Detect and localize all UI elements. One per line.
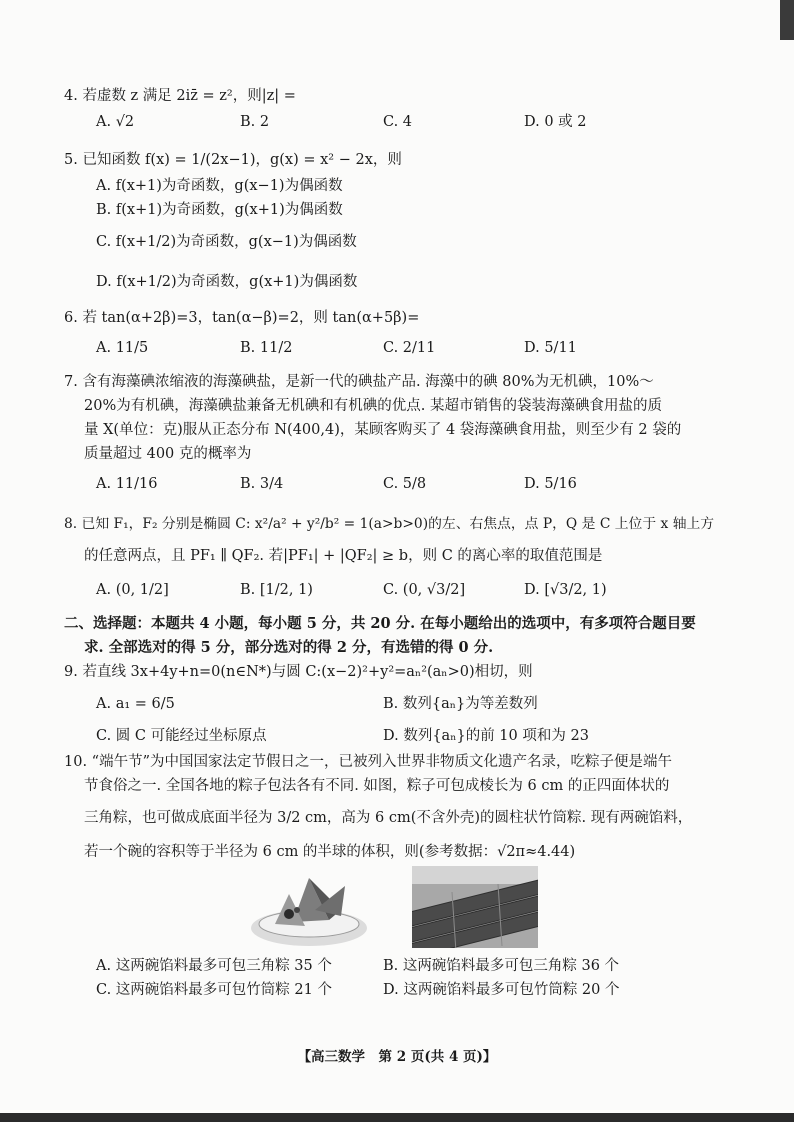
q9-option-c: C. 圆 C 可能经过坐标原点	[96, 728, 267, 744]
q10-line-1: 10. “端午节”为中国国家法定节假日之一，已被列入世界非物质文化遗产名录，吃粽子便是端午	[64, 754, 672, 770]
q4-option-d: D. 0 或 2	[524, 114, 587, 130]
scan-bottom-edge	[0, 1113, 794, 1122]
q8-line-2: 的任意两点，且 PF₁ ∥ QF₂. 若|PF₁| + |QF₂| ≥ b，则 C 的离心率的取值范围是	[84, 548, 603, 564]
q7-line-1: 7. 含有海藻碘浓缩液的海藻碘盐，是新一代的碘盐产品. 海藻中的碘 80%为无机碘，10%～	[64, 374, 654, 390]
zongzi-illustration	[245, 870, 373, 950]
q7-option-a: A. 11/16	[96, 476, 158, 492]
q6-option-b: B. 11/2	[240, 340, 293, 356]
q10-option-d: D. 这两碗馅料最多可包竹筒粽 20 个	[383, 982, 620, 998]
bamboo-tube-illustration	[412, 866, 538, 948]
q10-line-2: 节食俗之一. 全国各地的粽子包法各有不同. 如图，粽子可包成棱长为 6 cm 的正四面体状的	[84, 778, 670, 794]
q6-option-a: A. 11/5	[96, 340, 149, 356]
q7-line-4: 质量超过 400 克的概率为	[84, 446, 252, 462]
q7-line-2: 20%为有机碘，海藻碘盐兼备无机碘和有机碘的优点. 某超市销售的袋装海藻碘食用盐的质	[84, 398, 662, 414]
q9-option-d: D. 数列{aₙ}的前 10 项和为 23	[383, 728, 589, 744]
bamboo-tube-zongzi-photo	[412, 866, 538, 948]
q7-option-c: C. 5/8	[383, 476, 427, 492]
q4-stem: 4. 若虚数 z 满足 2iz̄ = z²，则|z| =	[64, 88, 296, 104]
scan-edge-mark	[780, 0, 794, 40]
q6-stem: 6. 若 tan(α+2β)=3，tan(α−β)=2，则 tan(α+5β)=	[64, 310, 420, 326]
q7-option-d: D. 5/16	[524, 476, 577, 492]
q9-option-a: A. a₁ = 6/5	[96, 696, 175, 712]
q7-line-3: 量 X(单位：克)服从正态分布 N(400,4)，某顾客购买了 4 袋海藻碘食用盐，则至少有 2 袋的	[84, 422, 682, 438]
q10-option-c: C. 这两碗馅料最多可包竹筒粽 21 个	[96, 982, 332, 998]
q5-option-b: B. f(x+1)为奇函数，g(x+1)为偶函数	[96, 202, 343, 218]
q8-option-c: C. (0, √3/2]	[383, 582, 466, 598]
section-2-heading-line-1: 二、选择题：本题共 4 小题，每小题 5 分，共 20 分. 在每小题给出的选项中，有多项符合题目要	[64, 615, 696, 632]
q9-stem: 9. 若直线 3x+4y+n=0(n∈N*)与圆 C:(x−2)²+y²=aₙ²(aₙ>0)相切，则	[64, 664, 533, 680]
q8-option-d: D. [√3/2, 1)	[524, 582, 607, 598]
q8-line-1: 8. 已知 F₁，F₂ 分别是椭圆 C: x²/a² + y²/b² = 1(a>b>0)的左、右焦点，点 P，Q 是 C 上位于 x 轴上方	[64, 516, 715, 532]
page-footer: 【高三数学 第 2 页(共 4 页)】	[297, 1049, 497, 1065]
q4-option-b: B. 2	[240, 114, 270, 130]
q7-option-b: B. 3/4	[240, 476, 284, 492]
q6-option-d: D. 5/11	[524, 340, 577, 356]
triangular-zongzi-photo	[245, 870, 373, 950]
q5-option-d: D. f(x+1/2)为奇函数，g(x+1)为偶函数	[96, 274, 358, 290]
section-2-heading-line-2: 求. 全部选对的得 5 分，部分选对的得 2 分，有选错的得 0 分.	[84, 639, 494, 656]
q4-option-a: A. √2	[96, 114, 135, 130]
q10-option-a: A. 这两碗馅料最多可包三角粽 35 个	[96, 958, 332, 974]
q5-option-c: C. f(x+1/2)为奇函数，g(x−1)为偶函数	[96, 234, 357, 250]
q4-option-c: C. 4	[383, 114, 413, 130]
q10-option-b: B. 这两碗馅料最多可包三角粽 36 个	[383, 958, 620, 974]
q8-option-b: B. [1/2, 1)	[240, 582, 313, 598]
q10-line-4: 若一个碗的容积等于半径为 6 cm 的半球的体积，则(参考数据：√2π≈4.44)	[84, 844, 576, 860]
q8-option-a: A. (0, 1/2]	[96, 582, 169, 598]
q6-option-c: C. 2/11	[383, 340, 436, 356]
q5-option-a: A. f(x+1)为奇函数，g(x−1)为偶函数	[96, 178, 343, 194]
q9-option-b: B. 数列{aₙ}为等差数列	[383, 696, 538, 712]
q5-stem: 5. 已知函数 f(x) = 1/(2x−1)，g(x) = x² − 2x，则	[64, 152, 402, 168]
q10-line-3: 三角粽，也可做成底面半径为 3/2 cm，高为 6 cm(不含外壳)的圆柱状竹筒粽. 现有两碗馅料，	[84, 810, 693, 826]
